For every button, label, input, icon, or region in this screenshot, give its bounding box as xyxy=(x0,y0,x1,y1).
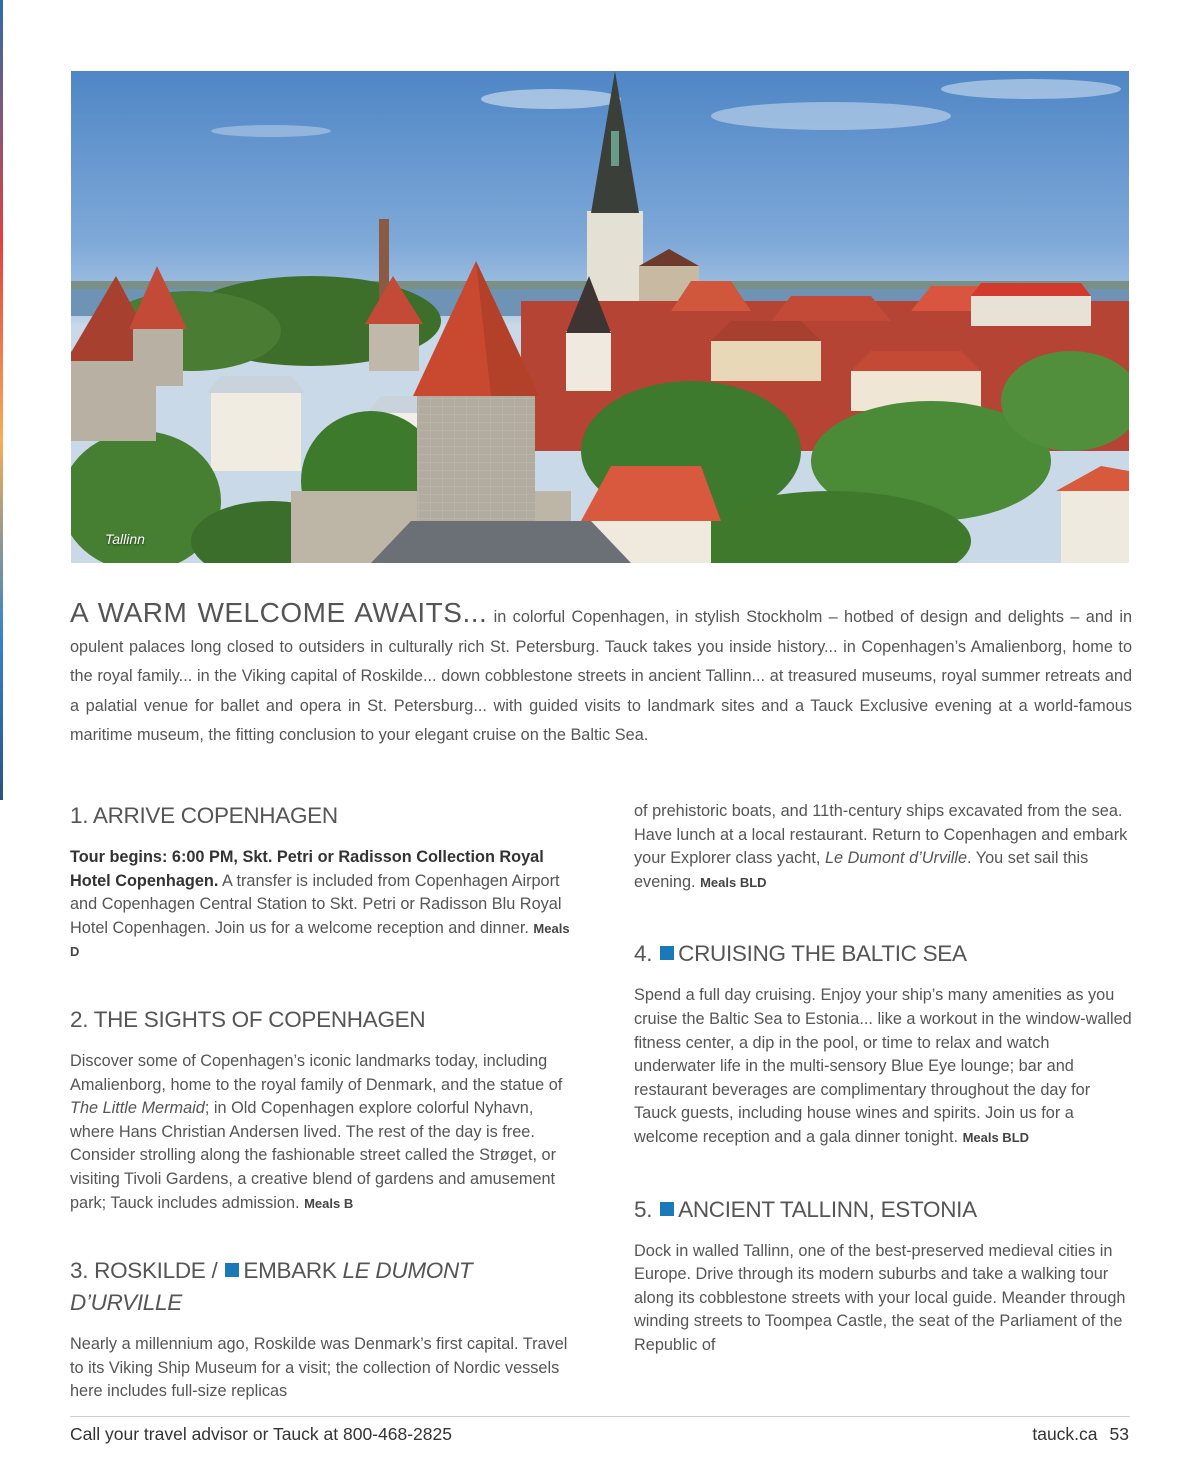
day-5-num: 5. xyxy=(634,1196,653,1222)
day-2 xyxy=(70,1004,570,1215)
day-5-title xyxy=(634,1194,1134,1226)
page-edge-strip xyxy=(0,0,3,800)
day-3-cont-b: . You set sail this evening. xyxy=(634,849,1089,891)
day-3-cont-body xyxy=(634,800,1134,894)
day-4-meals: Meals BLD xyxy=(962,1129,1030,1145)
day-5-title-text: ANCIENT TALLINN, ESTONIA xyxy=(678,1196,977,1222)
day-1 xyxy=(70,800,570,964)
tallinn-photo xyxy=(71,71,1129,563)
day-3-cont-italic: Le Dumont d’Urville xyxy=(824,849,968,868)
footer-right xyxy=(1032,1424,1129,1445)
cruise-square-icon xyxy=(225,1263,239,1277)
footer-call: Call your travel advisor or Tauck at 800-468-2825 xyxy=(70,1424,452,1444)
day-5 xyxy=(634,1194,1134,1358)
day-2-italic: The Little Mermaid xyxy=(70,1099,205,1118)
itinerary-left-column xyxy=(70,800,570,1404)
page-number: 53 xyxy=(1109,1424,1129,1444)
day-3-cont-a: of prehistoric boats, and 11th-century ships excavated from the sea. Have lunch at a local restaurant. Return to Copenhagen and embark your Explorer class yacht, xyxy=(634,802,1128,868)
tallinn-skyline-illustration xyxy=(71,71,1129,563)
day-1-body xyxy=(70,846,570,964)
day-3-body: Nearly a millennium ago, Roskilde was Denmark’s first capital. Travel to its Viking Ship Museum for a visit; the collection of Nordic vessels here includes full-size replicas xyxy=(70,1335,568,1401)
day-4-body xyxy=(634,984,1134,1149)
day-4 xyxy=(634,938,1134,1149)
day-4-title xyxy=(634,938,1134,970)
day-1-text: A transfer is included from Copenhagen Airport and Copenhagen Central Station to Skt. Petri or Radisson Blu Royal Hotel Copenhagen. Join us for a welcome reception and dinner. xyxy=(70,871,562,937)
day-3-title-a: 3. ROSKILDE / xyxy=(70,1258,224,1284)
day-2-title: 2. THE SIGHTS OF COPENHAGEN xyxy=(70,1006,426,1032)
cruise-square-icon xyxy=(660,1202,674,1216)
intro-paragraph xyxy=(70,598,1132,751)
day-2-meals: Meals B xyxy=(304,1195,354,1211)
day-2-text-b: ; in Old Copenhagen explore colorful Nyhavn, where Hans Christian Andersen lived. The rest of the day is free. Consider strolling along the fashionable street called the Strøget, or visiting Tivoli Gardens, a creative blend of gardens and amusement park; Tauck includes admission. xyxy=(70,1099,556,1212)
photo-caption: Tallinn xyxy=(105,531,145,547)
day-1-meals: Meals D xyxy=(70,920,570,960)
day-3-continued xyxy=(634,800,1134,894)
day-1-tour-begins: Tour begins: 6:00 PM, Skt. Petri or Radisson Collection Royal Hotel Copenhagen. xyxy=(70,848,544,890)
footer-site: tauck.ca xyxy=(1032,1424,1098,1444)
footer-divider xyxy=(70,1416,1130,1417)
day-3-meals: Meals BLD xyxy=(700,874,767,890)
cruise-square-icon xyxy=(660,946,674,960)
day-3-title-b: EMBARK xyxy=(243,1258,343,1284)
intro-text: in colorful Copenhagen, in stylish Stockholm – hotbed of design and delights – and in opulent palaces long closed to outsiders in culturally rich St. Petersburg. Tauck takes you inside history... in Copenhagen’s Amalienborg, home to the royal family... in the Viking capital of Roskilde... down cobblestone streets in ancient Tallinn... at treasured museums, royal summer retreats and a palatial venue for ballet and opera in St. Petersburg... with guided visits to landmark sites and a Tauck Exclusive evening at a world-famous maritime museum, the fitting conclusion to your elegant cruise on the Baltic Sea. xyxy=(70,608,1132,745)
day-3-title-ship: LE DUMONT D’URVILLE xyxy=(70,1258,473,1316)
intro-lead: A WARM WELCOME AWAITS... xyxy=(70,597,488,628)
day-3 xyxy=(70,1255,570,1404)
day-4-text: Spend a full day cruising. Enjoy your ship’s many amenities as you cruise the Baltic Sea to Estonia... like a workout in the window-walled fitness center, a dip in the pool, or time to relax and watch underwater life in the multi-sensory Blue Eye lounge; bar and restaurant beverages are complimentary throughout the day for Tauck guests, including house wines and spirits. Join us for a welcome reception and a gala dinner tonight. xyxy=(634,986,1132,1146)
day-4-num: 4. xyxy=(634,941,653,967)
day-2-body xyxy=(70,1050,570,1215)
day-4-title-text: CRUISING THE BALTIC SEA xyxy=(678,941,967,967)
day-5-body: Dock in walled Tallinn, one of the best-preserved medieval cities in Europe. Drive through its modern suburbs and take a walking tour along its cobblestone streets with your local guide. Meander through winding streets to Toompea Castle, the seat of the Parliament of the Republic of xyxy=(634,1241,1126,1354)
itinerary-right-column xyxy=(634,800,1134,1358)
day-3-title xyxy=(70,1255,570,1319)
day-1-title: 1. ARRIVE COPENHAGEN xyxy=(70,803,338,828)
day-2-text-a: Discover some of Copenhagen’s iconic landmarks today, including Amalienborg, home to the royal family of Denmark, and the statue of xyxy=(70,1051,563,1094)
